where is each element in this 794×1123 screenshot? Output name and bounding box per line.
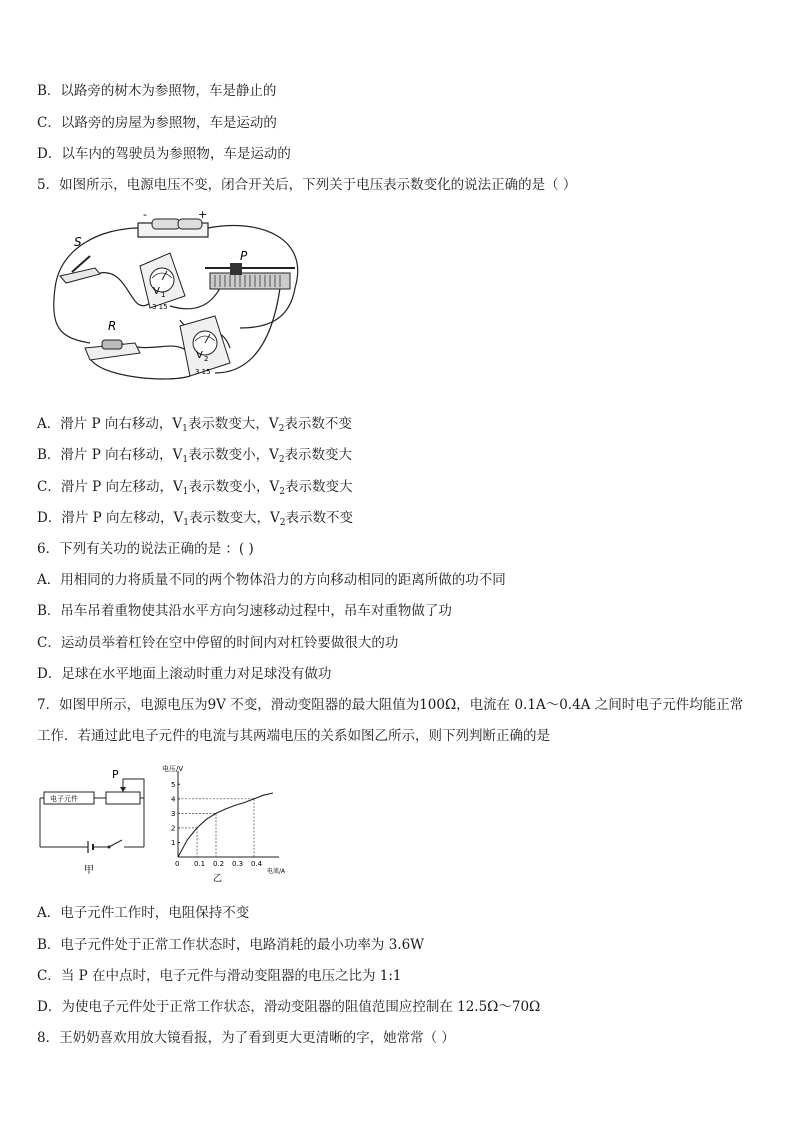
x-axis-label: 电流/A (267, 868, 285, 875)
option-c-prev: C．以路旁的房屋为参照物，车是运动的 (37, 115, 277, 131)
q6-option-a: A．用相同的力将质量不同的两个物体沿力的方向移动相同的距离所做的功不同 (37, 572, 506, 588)
q5-option-d: D．滑片 P 向左移动，$V_1$表示数变大，$V_2$表示数不变 (37, 510, 353, 528)
y-tick-label: 2 (171, 824, 176, 833)
q7-option-b: B．电子元件处于正常工作状态时，电路消耗的最小功率为 3.6W (37, 937, 425, 953)
question-7-stem-line2: 工作．若通过此电子元件的电流与其两端电压的关系如图乙所示，则下列判断正确的是 (37, 728, 550, 744)
q6-option-d: D．足球在水平地面上滚动时重力对足球没有做功 (37, 666, 332, 682)
q5-option-a: A．滑片 P 向右移动，$V_1$表示数变大，$V_2$表示数不变 (37, 416, 352, 434)
y-tick-label: 5 (171, 780, 176, 789)
option-d-prev: D．以车内的驾驶员为参照物，车是运动的 (37, 146, 291, 162)
q6-option-c: C．运动员举着杠铃在空中停留的时间内对杠铃要做很大的功 (37, 635, 399, 651)
q5-option-b: B．滑片 P 向右移动，$V_1$表示数变小，$V_2$表示数变大 (37, 447, 353, 465)
v2-label: V (196, 350, 203, 361)
q7-circuit-figure (36, 765, 151, 880)
x-tick-label: 0.3 (232, 860, 244, 868)
v1-label: V (153, 286, 160, 297)
q7-voltage-current-chart (160, 765, 285, 885)
voltmeter-v1 (140, 253, 185, 311)
y-axis-label: 电压/V (162, 765, 184, 773)
series-line (178, 793, 273, 857)
circuit-caption: 甲 (84, 865, 94, 876)
rheostat-box (106, 792, 140, 804)
y-tick-label: 1 (171, 838, 176, 847)
v1-terminals: 3 15 (152, 303, 168, 311)
chart-caption: 乙 (213, 874, 223, 884)
question-6-stem: 6．下列有关功的说法正确的是 ：( ) (37, 541, 254, 557)
x-tick-label: 0.4 (251, 860, 263, 868)
battery-minus-label: - (143, 208, 147, 221)
switch (60, 268, 100, 283)
q5-circuit-figure (40, 208, 310, 383)
q6-option-b: B．吊车吊着重物使其沿水平方向匀速移动过程中，吊车对重物做了功 (37, 603, 452, 619)
element-label: 电子元件 (50, 795, 78, 803)
resistor-r (85, 319, 140, 360)
resistor-label: R (108, 319, 117, 333)
v1-sub: 1 (161, 291, 166, 299)
voltmeter-v2 (180, 316, 230, 376)
question-5-stem: 5．如图所示，电源电压不变，闭合开关后，下列关于电压表示数变化的说法正确的是（ ） (37, 177, 577, 193)
q7-option-c: C．当 P 在中点时，电子元件与滑动变阻器的电压之比为 1:1 (37, 968, 402, 984)
x-tick-label: 0.2 (213, 860, 225, 868)
switch-label: S (74, 235, 82, 249)
v2-sub: 2 (204, 355, 209, 363)
rheostat (205, 249, 295, 289)
circuit-slider-label: P (112, 768, 119, 781)
option-b-prev: B．以路旁的树木为参照物，车是静止的 (37, 83, 277, 99)
question-7-stem-line1: 7．如图甲所示，电源电压为9V 不变，滑动变阻器的最大阻值为100Ω，电流在 0.1A～0.4A 之间时电子元件均能正常 (37, 697, 744, 713)
battery-plus-label: + (198, 208, 208, 221)
y-tick-label: 4 (171, 795, 176, 804)
question-8-stem: 8．王奶奶喜欢用放大镜看报，为了看到更大更清晰的字，她常常（ ） (37, 1030, 455, 1046)
slider-label: P (240, 249, 248, 263)
v2-terminals: 3 15 (195, 368, 211, 376)
x-tick-label: 0 (175, 860, 180, 868)
y-tick-label: 3 (171, 809, 176, 818)
q5-option-c: C．滑片 P 向左移动，$V_1$表示数变小，$V_2$表示数变大 (37, 479, 353, 497)
q7-option-d: D．为使电子元件处于正常工作状态，滑动变阻器的阻值范围应控制在 12.5Ω～70Ω (37, 999, 541, 1015)
q7-option-a: A．电子元件工作时，电阻保持不变 (37, 905, 250, 921)
x-tick-label: 0.1 (194, 860, 206, 868)
